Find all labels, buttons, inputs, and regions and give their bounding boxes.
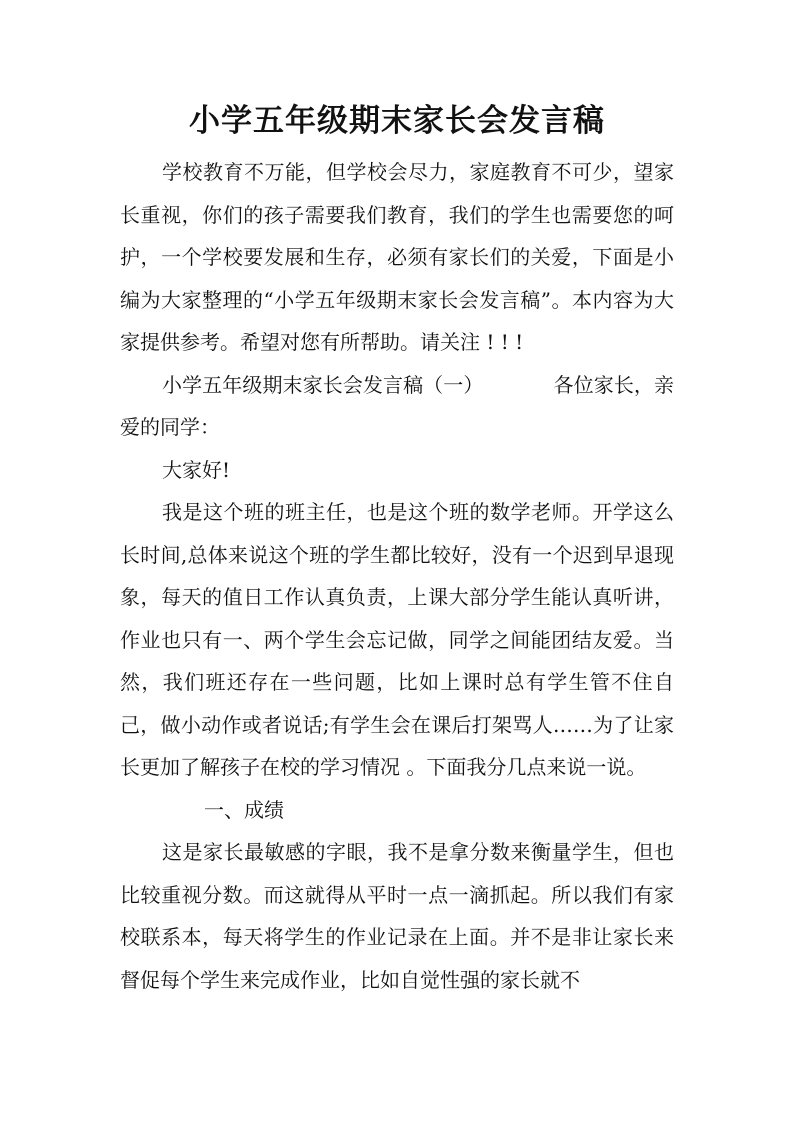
document-body	[120, 151, 674, 1001]
body-paragraph-2: 这是家长最敏感的字眼，我不是拿分数来衡量学生，但也比较重视分数。而这就得从平时一点一滴抓起。所以我们有家校联系本，每天将学生的作业记录在上面。并不是非让家长来督促每个学生来完成作业，比如自觉性强的家长就不	[120, 840, 674, 992]
subheading-grades: 一、成绩	[204, 797, 284, 822]
body-paragraph-1: 我是这个班的班主任，也是这个班的数学老师。开学这么长时间,总体来说这个班的学生都比较好，没有一个迟到早退现象，每天的值日工作认真负责，上课大部分学生能认真听讲，作业也只有一、两个学生会忘记做，同学之间能团结友爱。当然，我们班还存在一些问题，比如上课时总有学生管不住自己，做小动作或者说话;有学生会在课后打架骂人……为了让家长更加了解孩子在校的学习情况 。下面我分几点来说一说。	[120, 500, 674, 779]
greeting: 大家好!	[162, 457, 231, 482]
section-heading-paragraph	[120, 364, 674, 449]
salutation: 各位家长，亲爱的同学：	[120, 372, 675, 439]
intro-paragraph: 学校教育不万能，但学校会尽力，家庭教育不可少，望家长重视，你们的孩子需要我们教育，我们的学生也需要您的呵护，一个学校要发展和生存，必须有家长们的关爱，下面是小编为大家整理的“小学五年级期末家长会发言稿”。本内容为大家提供参考。希望对您有所帮助。请关注 ! ! !	[120, 160, 674, 354]
document-title: 小学五年级期末家长会发言稿	[189, 103, 605, 139]
section-heading: 小学五年级期末家长会发言稿（一）	[162, 372, 484, 397]
